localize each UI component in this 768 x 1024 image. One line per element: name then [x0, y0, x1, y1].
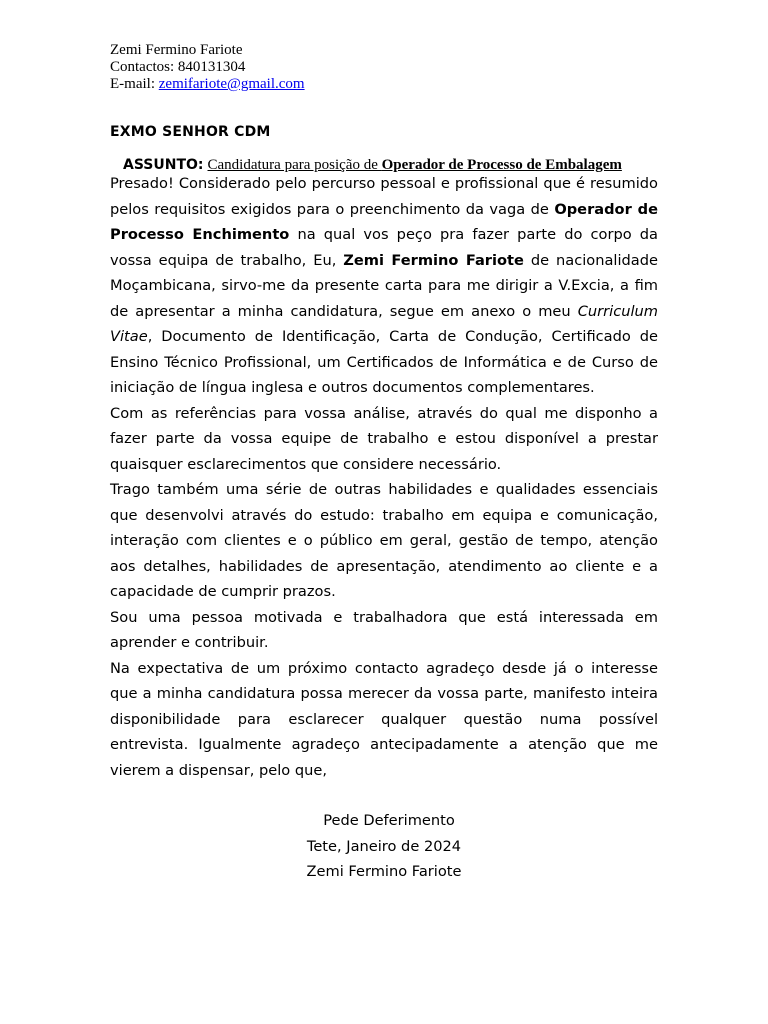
sender-name: Zemi Fermino Fariote: [110, 42, 243, 58]
sender-email-line: [110, 76, 305, 93]
sender-contacts: Contactos: 840131304: [110, 59, 246, 75]
body-paragraph-5: Na expectativa de um próximo contacto agradeço desde já o interesse que a minha candidatura possa merecer da vossa parte, manifesto inteira disponibilidade para esclarecer qualquer questão numa possível entrevista. Igualmente agradeço antecipadamente a atenção que me vierem a dispensar, pelo que,: [110, 659, 658, 779]
applicant-name: Zemi Fermino Fariote: [343, 251, 524, 269]
body-paragraph-1: [110, 171, 658, 401]
closing-place-date: Tete, Janeiro de 2024: [306, 837, 462, 855]
letter-body: [110, 171, 658, 783]
subject-text-prefix: Candidatura para posição de: [207, 157, 382, 173]
letter-closing: [110, 808, 658, 885]
job-title: Operador de Processo Enchimento: [110, 200, 658, 243]
body-paragraph-4: Sou uma pessoa motivada e trabalhadora que está interessada em aprender e contribuir.: [110, 608, 658, 651]
recipient-line: EXMO SENHOR CDM: [110, 124, 271, 140]
body-text: na qual vos peço pra fazer parte do corpo da vossa equipa de trabalho, Eu,: [110, 226, 658, 269]
closing-request: Pede Deferimento: [323, 812, 455, 829]
body-text: de nacionalidade Moçambicana, sirvo-me da presente carta para me dirigir a V.Excia, a fim de apresentar a minha candidatura, segue em anexo o meu: [110, 251, 658, 320]
subject-position: Operador de Processo de Embalagem: [381, 157, 622, 173]
email-link[interactable]: zemifariote@gmail.com: [158, 76, 305, 92]
curriculum-vitae-term: Curriculum Vitae: [110, 302, 658, 345]
closing-signature: Zemi Fermino Fariote: [306, 863, 462, 880]
body-text: , Documento de Identificação, Carta de Condução, Certificado de Ensino Técnico Profissional, um Certificados de Informática e de Curso de iniciação de língua inglesa e outros documentos complementares.: [110, 328, 658, 396]
sender-header: [110, 42, 305, 93]
email-label: E-mail:: [110, 76, 159, 92]
body-text: Presado! Considerado pelo percurso pessoal e profissional que é resumido pelos requisitos exigidos para o preenchimento da vaga de: [110, 175, 658, 218]
body-paragraph-2: Com as referências para vossa análise, através do qual me disponho a fazer parte da vossa equipe de trabalho e estou disponível a prestar quaisquer esclarecimentos que considere necessário.: [110, 404, 658, 473]
body-paragraph-3: Trago também uma série de outras habilidades e qualidades essenciais que desenvolvi através do estudo: trabalho em equipa e comunicação, interação com clientes e o público em geral, gestão de tempo, atenção aos detalhes, habilidades de apresentação, atendimento ao cliente e a capacidade de cumprir prazos.: [110, 481, 658, 600]
subject-label: ASSUNTO:: [123, 157, 204, 173]
